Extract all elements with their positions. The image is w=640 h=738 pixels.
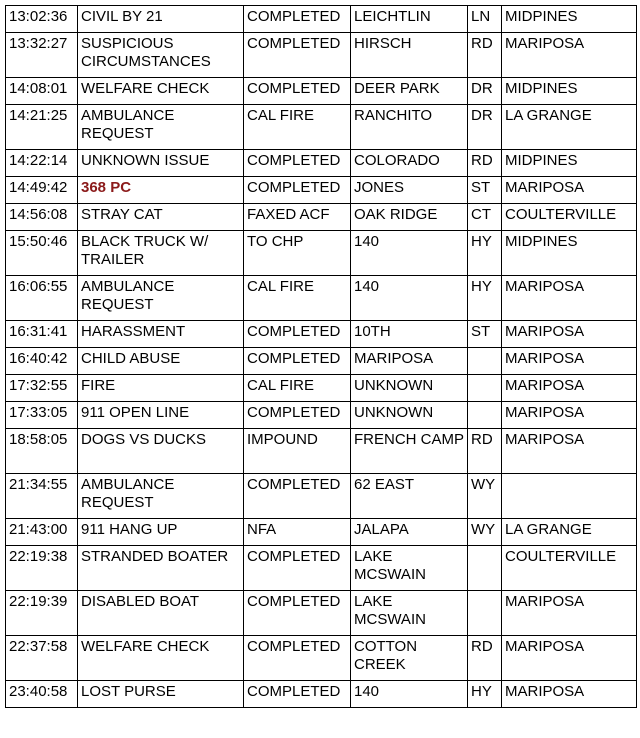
table-row — [6, 429, 637, 474]
call-type-cell: CHILD ABUSE — [78, 348, 244, 375]
city-cell: MARIPOSA — [502, 33, 637, 78]
street-cell: LAKE MCSWAIN — [351, 591, 468, 636]
table-row — [6, 105, 637, 150]
time-cell: 16:06:55 — [6, 276, 78, 321]
disposition-cell: COMPLETED — [244, 321, 351, 348]
time-cell: 22:19:38 — [6, 546, 78, 591]
suffix-cell — [468, 402, 502, 429]
disposition-cell: NFA — [244, 519, 351, 546]
disposition-cell: COMPLETED — [244, 681, 351, 708]
time-cell: 14:56:08 — [6, 204, 78, 231]
disposition-cell: FAXED ACF — [244, 204, 351, 231]
call-log-table — [5, 5, 637, 708]
city-cell: MARIPOSA — [502, 177, 637, 204]
city-cell: MARIPOSA — [502, 375, 637, 402]
suffix-cell: RD — [468, 636, 502, 681]
city-cell: LA GRANGE — [502, 519, 637, 546]
call-type-cell: AMBULANCE REQUEST — [78, 474, 244, 519]
table-row — [6, 348, 637, 375]
table-row — [6, 231, 637, 276]
street-cell: FRENCH CAMP — [351, 429, 468, 474]
time-cell: 21:34:55 — [6, 474, 78, 519]
suffix-cell: DR — [468, 105, 502, 150]
disposition-cell: COMPLETED — [244, 78, 351, 105]
suffix-cell — [468, 375, 502, 402]
street-cell: HIRSCH — [351, 33, 468, 78]
time-cell: 18:58:05 — [6, 429, 78, 474]
table-row — [6, 474, 637, 519]
street-cell: 140 — [351, 231, 468, 276]
call-type-cell: 911 OPEN LINE — [78, 402, 244, 429]
time-cell: 14:21:25 — [6, 105, 78, 150]
call-type-cell: SUSPICIOUS CIRCUMSTANCES — [78, 33, 244, 78]
city-cell — [502, 474, 637, 519]
time-cell: 17:32:55 — [6, 375, 78, 402]
suffix-cell: ST — [468, 321, 502, 348]
suffix-cell — [468, 348, 502, 375]
city-cell: MARIPOSA — [502, 591, 637, 636]
street-cell: UNKNOWN — [351, 375, 468, 402]
suffix-cell: WY — [468, 519, 502, 546]
table-row — [6, 321, 637, 348]
table-row — [6, 375, 637, 402]
city-cell: LA GRANGE — [502, 105, 637, 150]
disposition-cell: COMPLETED — [244, 636, 351, 681]
call-type-cell: BLACK TRUCK W/ TRAILER — [78, 231, 244, 276]
time-cell: 21:43:00 — [6, 519, 78, 546]
call-type-cell: HARASSMENT — [78, 321, 244, 348]
table-row — [6, 78, 637, 105]
disposition-cell: COMPLETED — [244, 474, 351, 519]
time-cell: 16:31:41 — [6, 321, 78, 348]
suffix-cell: RD — [468, 33, 502, 78]
city-cell: MARIPOSA — [502, 429, 637, 474]
suffix-cell: HY — [468, 681, 502, 708]
city-cell: MARIPOSA — [502, 681, 637, 708]
disposition-cell: CAL FIRE — [244, 375, 351, 402]
city-cell: MIDPINES — [502, 231, 637, 276]
suffix-cell: DR — [468, 78, 502, 105]
disposition-cell: CAL FIRE — [244, 276, 351, 321]
table-row — [6, 6, 637, 33]
time-cell: 13:02:36 — [6, 6, 78, 33]
street-cell: COTTON CREEK — [351, 636, 468, 681]
city-cell: MIDPINES — [502, 150, 637, 177]
city-cell: MARIPOSA — [502, 636, 637, 681]
disposition-cell: COMPLETED — [244, 6, 351, 33]
table-row — [6, 546, 637, 591]
city-cell: MARIPOSA — [502, 321, 637, 348]
disposition-cell: COMPLETED — [244, 33, 351, 78]
call-type-cell: WELFARE CHECK — [78, 636, 244, 681]
street-cell: DEER PARK — [351, 78, 468, 105]
street-cell: 140 — [351, 276, 468, 321]
city-cell: MIDPINES — [502, 78, 637, 105]
call-type-cell: DISABLED BOAT — [78, 591, 244, 636]
call-type-cell: STRAY CAT — [78, 204, 244, 231]
suffix-cell: ST — [468, 177, 502, 204]
disposition-cell: IMPOUND — [244, 429, 351, 474]
street-cell: LAKE MCSWAIN — [351, 546, 468, 591]
time-cell: 13:32:27 — [6, 33, 78, 78]
street-cell: 140 — [351, 681, 468, 708]
time-cell: 15:50:46 — [6, 231, 78, 276]
suffix-cell: CT — [468, 204, 502, 231]
street-cell: MARIPOSA — [351, 348, 468, 375]
time-cell: 23:40:58 — [6, 681, 78, 708]
disposition-cell: COMPLETED — [244, 546, 351, 591]
street-cell: LEICHTLIN — [351, 6, 468, 33]
disposition-cell: COMPLETED — [244, 591, 351, 636]
suffix-cell: LN — [468, 6, 502, 33]
suffix-cell: HY — [468, 276, 502, 321]
call-type-cell: FIRE — [78, 375, 244, 402]
city-cell: MIDPINES — [502, 6, 637, 33]
street-cell: 62 EAST — [351, 474, 468, 519]
call-type-cell: WELFARE CHECK — [78, 78, 244, 105]
time-cell: 22:19:39 — [6, 591, 78, 636]
call-type-cell: AMBULANCE REQUEST — [78, 105, 244, 150]
call-type-cell: LOST PURSE — [78, 681, 244, 708]
call-type-cell-highlighted: 368 PC — [78, 177, 244, 204]
city-cell: COULTERVILLE — [502, 546, 637, 591]
city-cell: MARIPOSA — [502, 276, 637, 321]
street-cell: OAK RIDGE — [351, 204, 468, 231]
time-cell: 17:33:05 — [6, 402, 78, 429]
table-row — [6, 519, 637, 546]
street-cell: UNKNOWN — [351, 402, 468, 429]
table-row — [6, 33, 637, 78]
city-cell: MARIPOSA — [502, 402, 637, 429]
disposition-cell: COMPLETED — [244, 348, 351, 375]
street-cell: 10TH — [351, 321, 468, 348]
call-type-cell: 911 HANG UP — [78, 519, 244, 546]
table-row — [6, 204, 637, 231]
call-type-cell: DOGS VS DUCKS — [78, 429, 244, 474]
time-cell: 16:40:42 — [6, 348, 78, 375]
time-cell: 14:22:14 — [6, 150, 78, 177]
table-row — [6, 681, 637, 708]
call-type-cell: UNKNOWN ISSUE — [78, 150, 244, 177]
table-row — [6, 150, 637, 177]
suffix-cell: RD — [468, 429, 502, 474]
call-type-cell: CIVIL BY 21 — [78, 6, 244, 33]
time-cell: 22:37:58 — [6, 636, 78, 681]
street-cell: RANCHITO — [351, 105, 468, 150]
street-cell: COLORADO — [351, 150, 468, 177]
table-row — [6, 636, 637, 681]
disposition-cell: CAL FIRE — [244, 105, 351, 150]
disposition-cell: COMPLETED — [244, 402, 351, 429]
street-cell: JONES — [351, 177, 468, 204]
suffix-cell: RD — [468, 150, 502, 177]
city-cell: COULTERVILLE — [502, 204, 637, 231]
table-row — [6, 402, 637, 429]
suffix-cell: WY — [468, 474, 502, 519]
call-type-cell: STRANDED BOATER — [78, 546, 244, 591]
suffix-cell: HY — [468, 231, 502, 276]
call-type-cell: AMBULANCE REQUEST — [78, 276, 244, 321]
table-row — [6, 276, 637, 321]
time-cell: 14:08:01 — [6, 78, 78, 105]
disposition-cell: COMPLETED — [244, 150, 351, 177]
disposition-cell: TO CHP — [244, 231, 351, 276]
table-row — [6, 591, 637, 636]
disposition-cell: COMPLETED — [244, 177, 351, 204]
suffix-cell — [468, 591, 502, 636]
city-cell: MARIPOSA — [502, 348, 637, 375]
time-cell: 14:49:42 — [6, 177, 78, 204]
table-row — [6, 177, 637, 204]
suffix-cell — [468, 546, 502, 591]
street-cell: JALAPA — [351, 519, 468, 546]
